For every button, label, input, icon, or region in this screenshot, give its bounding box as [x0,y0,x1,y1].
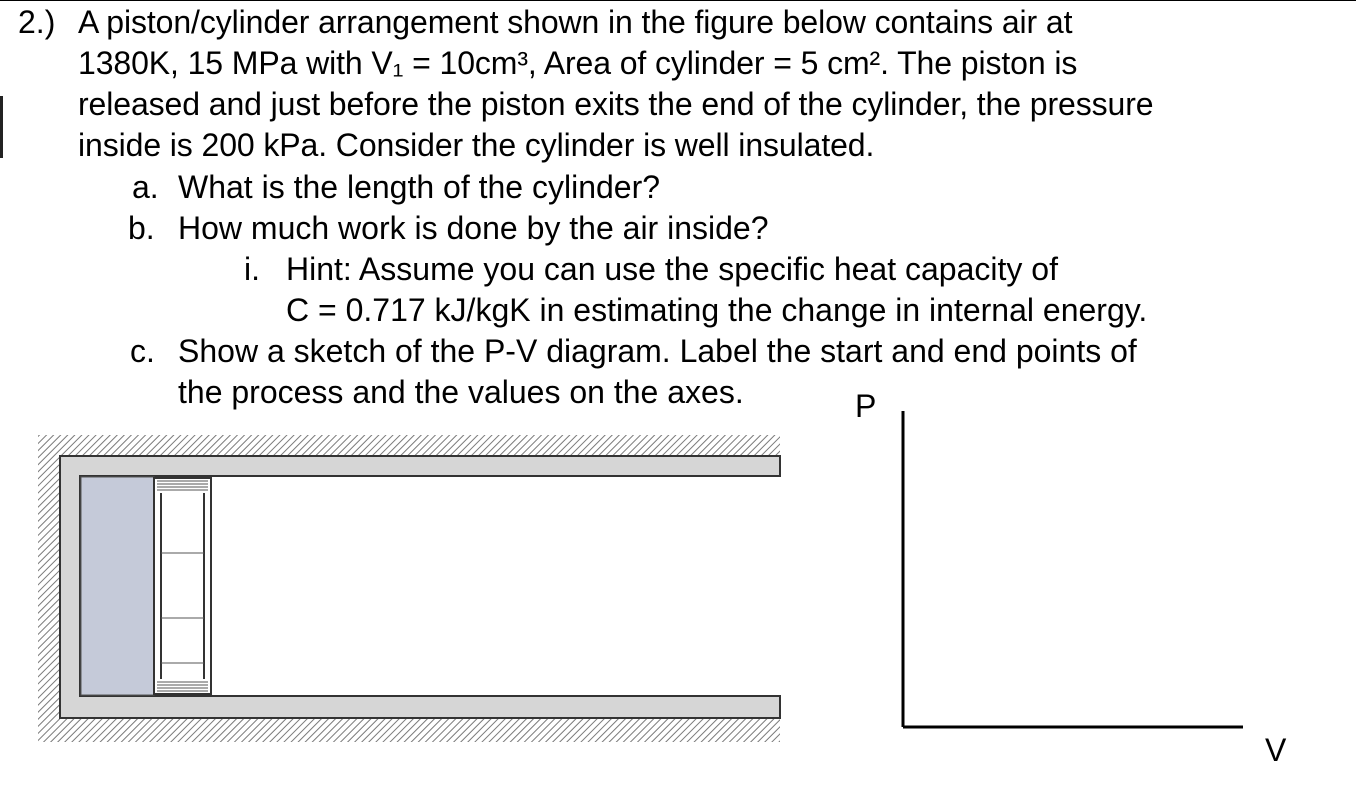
part-b-text: How much work is done by the air inside? [178,210,769,246]
part-a-marker: a. [132,169,159,205]
left-hatch [38,435,60,742]
pv-y-axis-label: P [855,388,877,424]
problem-intro-line: inside is 200 kPa. Consider the cylinder is well insulated. [78,127,875,163]
part-c-text: the process and the values on the axes. [178,374,744,410]
problem-number: 2.) [18,4,56,40]
trapped-air [81,477,154,695]
part-b-i-text: Hint: Assume you can use the specific heat capacity of [286,251,1058,287]
piston [154,478,211,694]
problem-intro-line: 1380K, 15 MPa with V₁ = 10cm³, Area of cylinder = 5 cm². The piston is [78,45,1078,81]
part-c-text: Show a sketch of the P-V diagram. Label the start and end points of [178,333,1137,369]
part-b-marker: b. [128,210,155,246]
problem-intro-line: A piston/cylinder arrangement shown in the figure below contains air at [78,4,1073,40]
part-a-text: What is the length of the cylinder? [178,169,661,205]
bottom-hatch [38,718,780,742]
top-hatch [38,435,780,457]
part-b-i-text: C = 0.717 kJ/kgK in estimating the change in internal energy. [286,292,1148,328]
pv-x-axis-label: V [1265,732,1287,768]
part-c-marker: c. [130,333,155,369]
part-b-i-marker: i. [244,251,260,287]
problem-intro-line: released and just before the piston exits the end of the cylinder, the pressure [78,86,1154,122]
